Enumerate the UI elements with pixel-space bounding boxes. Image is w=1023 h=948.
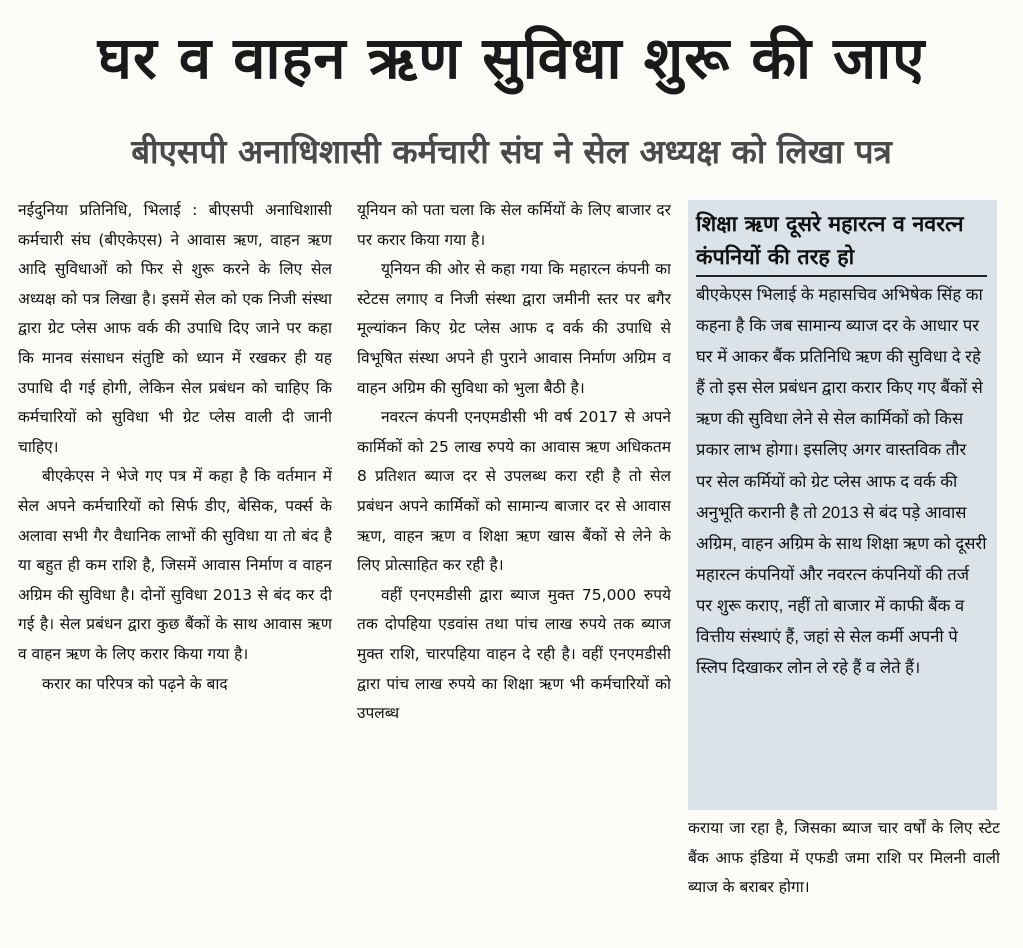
article-column-3 — [688, 814, 1000, 944]
article-paragraph: यूनियन की ओर से कहा गया कि महारत्न कंपनी का स्टेटस लगाए व निजी संस्था द्वारा जमीनी स्तर पर बगैर मूल्यांकन किए ग्रेट प्लेस आफ द वर्क की उपाधि से विभूषित संस्था अपने ही पुराने आवास निर्माण अग्रिम व वाहन अग्रिम की सुविधा को भुला बैठी है। — [357, 260, 671, 397]
sidebar-box — [688, 200, 997, 810]
article-paragraph: कराया जा रहा है, जिसका ब्याज चार वर्षों के लिए स्टेट बैंक आफ इंडिया में एफडी जमा राशि पर मिलनी वाली ब्याज के बराबर होगा। — [688, 819, 1000, 897]
subheadline: बीएसपी अनाधिशासी कर्मचारी संघ ने सेल अध्यक्ष को लिखा पत्र — [131, 132, 892, 171]
article-paragraph: नवरत्न कंपनी एनएमडीसी भी वर्ष 2017 से अपने कार्मिकों को 25 लाख रुपये का आवास ऋण अधिकतम 8 प्रतिशत ब्याज दर से उपलब्ध करा रही है तो सेल प्रबंधन अपने कार्मिकों को सामान्य बाजार दर से आवास ऋण, वाहन ऋण व शिक्षा ऋण खास बैंकों से लेने के लिए प्रोत्साहित कर रही है। — [357, 408, 671, 575]
article-paragraph: यूनियन को पता चला कि सेल कर्मियों के लिए बाजार दर पर करार किया गया है। — [357, 201, 671, 249]
headline: घर व वाहन ऋण सुविधा शुरू की जाए — [97, 24, 926, 92]
article-paragraph: नईदुनिया प्रतिनिधि, भिलाई : बीएसपी अनाधिशासी कर्मचारी संघ (बीएकेएस) ने आवास ऋण, वाहन ऋण आदि सुविधाओं को फिर से शुरू करने के लिए सेल अध्यक्ष को पत्र लिखा है। इसमें सेल को एक निजी संस्था द्वारा ग्रेट प्लेस आफ वर्क की उपाधि दिए जाने पर कहा कि मानव संसाधन संतुष्टि को ध्यान में रखकर ही यह उपाधि दी गई होगी, लेकिन सेल प्रबंधन को चाहिए कि कर्मचारियों को सुविधा भी ग्रेट प्लेस वाली दी जानी चाहिए। — [18, 201, 332, 456]
article-column-1 — [18, 196, 332, 940]
article-paragraph: बीएकेएस ने भेजे गए पत्र में कहा है कि वर्तमान में सेल अपने कर्मचारियों को सिर्फ डीए, बेसिक, पर्क्स के अलावा सभी गैर वैधानिक लाभों की सुविधा या तो बंद है या बहुत ही कम राशि है, जिसमें आवास निर्माण व वाहन अग्रिम की सुविधा है। दोनों सुविधा 2013 से बंद कर दी गई है। सेल प्रबंधन द्वारा कुछ बैंकों के साथ आवास ऋण व वाहन ऋण के लिए करार किया गया है। — [18, 467, 332, 663]
sidebar-box-body: बीएकेएस भिलाई के महासचिव अभिषेक सिंह का कहना है कि जब सामान्य ब्याज दर के आधार पर घर में आकर बैंक प्रतिनिधि ऋण की सुविधा दे रहे हैं तो इस सेल प्रबंधन द्वारा करार किए गए बैंकों से ऋण की सुविधा लेने से सेल कार्मिकों को किस प्रकार लाभ होगा। इसलिए अगर वास्तविक तौर पर सेल कर्मियों को ग्रेट प्लेस आफ द वर्क की अनुभूति करानी है तो 2013 से बंद पड़े आवास अग्रिम, वाहन अग्रिम के साथ शिक्षा ऋण को दूसरी महारत्न कंपनियों और नवरत्न कंपनियों की तर्ज पर शुरू कराए, नहीं तो बाजार में काफी बैंक व वित्तीय संस्थाएं हैं, जहां से सेल कर्मी अपनी पे स्लिप दिखाकर लोन ले रहे हैं व लेते हैं। — [696, 285, 987, 678]
article-paragraph: करार का परिपत्र को पढ़ने के बाद — [42, 674, 228, 693]
article-column-2 — [357, 196, 671, 940]
sidebar-box-title: शिक्षा ऋण दूसरे महारत्न व नवरत्न कंपनियों की तरह हो — [696, 208, 987, 277]
article-paragraph: वहीं एनएमडीसी द्वारा ब्याज मुक्त 75,000 रुपये तक दोपहिया एडवांस तथा पांच लाख रुपये तक ब्याज मुक्त राशि, चारपहिया वाहन दे रही है। वहीं एनएमडीसी द्वारा पांच लाख रुपये का शिक्षा ऋण भी कर्मचारियों को उपलब्ध — [357, 585, 671, 723]
